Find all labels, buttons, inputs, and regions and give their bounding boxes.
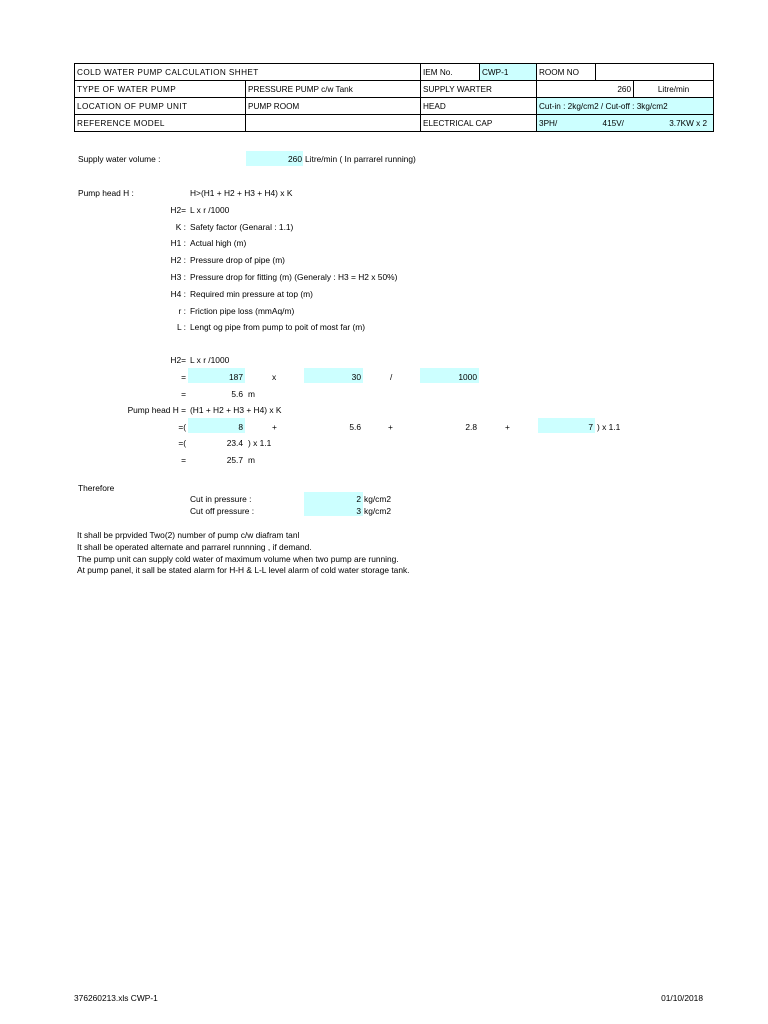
definition-symbol: r :: [178, 306, 186, 316]
header-row-title: [75, 64, 714, 81]
definition-symbol: H1 :: [170, 238, 186, 248]
definition-symbol: H4 :: [170, 289, 186, 299]
definition-text: Pressure drop of pipe (m): [190, 255, 285, 265]
h2-symbol: H2=: [170, 355, 186, 365]
cut-in-label: Cut in pressure :: [190, 494, 252, 504]
electrical-cap-label: ELECTRICAL CAP: [421, 115, 537, 132]
open-paren: =(: [178, 422, 186, 432]
cut-off-label: Cut off pressure :: [190, 506, 255, 516]
item-no-label: IEM No.: [421, 64, 480, 81]
head-value[interactable]: Cut-in : 2kg/cm2 / Cut-off : 3kg/cm2: [537, 98, 714, 115]
h2-result: 5.6: [231, 389, 243, 399]
supply-water-unit: Litre/min: [634, 81, 714, 98]
plus-sign: +: [505, 422, 510, 432]
definition-text: Required min pressure at top (m): [190, 289, 313, 299]
pump-head-result: 25.7: [226, 455, 243, 465]
supply-water-label: SUPPLY WARTER: [421, 81, 537, 98]
definition-text: L x r /1000: [190, 205, 230, 215]
room-no-value[interactable]: [596, 64, 714, 81]
supply-volume-value: 260: [288, 154, 302, 164]
definition-symbol: L :: [176, 322, 186, 332]
supply-volume-unit: Litre/min ( In parrarel running): [305, 154, 416, 164]
pump-head-h-formula: (H1 + H2 + H3 + H4) x K: [190, 405, 282, 415]
equals-sign: =: [181, 372, 186, 382]
h4-value: 7: [588, 422, 593, 432]
cut-in-value: 2: [356, 494, 361, 504]
note-line: It shall be prpvided Two(2) number of pump c/w diafram tanl: [77, 530, 300, 540]
electrical-voltage: 415V/: [602, 118, 624, 128]
open-paren: =(: [178, 438, 186, 448]
divide-sign: /: [390, 372, 393, 382]
reference-model-value[interactable]: [246, 115, 421, 132]
cut-in-unit: kg/cm2: [364, 494, 391, 504]
cut-off-value: 3: [356, 506, 361, 516]
location-value[interactable]: PUMP ROOM: [246, 98, 421, 115]
reference-model-label: REFERENCE MODEL: [75, 115, 246, 132]
head-sum: 23.4: [226, 438, 243, 448]
definition-symbol: H3 :: [170, 272, 186, 282]
h2-formula: L x r /1000: [190, 355, 230, 365]
head-label: HEAD: [421, 98, 537, 115]
room-no-label: ROOM NO: [537, 64, 596, 81]
plus-sign: +: [388, 422, 393, 432]
supply-volume-label: Supply water volume :: [78, 154, 161, 164]
h2-value: 5.6: [349, 422, 361, 432]
electrical-power: 3.7KW x 2: [669, 118, 708, 128]
definition-symbol: H2=: [170, 205, 186, 215]
safety-factor-close: ) x 1.1: [597, 422, 621, 432]
equals-sign: =: [181, 455, 186, 465]
definition-text: Lengt og pipe from pump to poit of most far (m): [190, 322, 366, 332]
item-no-value[interactable]: CWP-1: [480, 64, 537, 81]
cut-off-unit: kg/cm2: [364, 506, 391, 516]
safety-factor-close: ) x 1.1: [248, 438, 272, 448]
h2-unit: m: [248, 389, 255, 399]
h1-value: 8: [238, 422, 243, 432]
footer-filename: 376260213.xls CWP-1: [74, 993, 158, 1003]
definition-symbol: K :: [175, 222, 186, 232]
pump-head-label: Pump head H :: [78, 188, 134, 198]
pump-type-value[interactable]: PRESSURE PUMP c/w Tank: [246, 81, 421, 98]
definition-text: Friction pipe loss (mmAq/m): [190, 306, 295, 316]
header-table: [74, 63, 714, 132]
supply-water-value[interactable]: 260: [537, 81, 634, 98]
divisor-value: 1000: [458, 372, 477, 382]
definition-text: Pressure drop for fitting (m) (Generaly : H3 = H2 x 50%): [190, 272, 398, 282]
header-row-type: [75, 81, 714, 98]
plus-sign: +: [272, 422, 277, 432]
electrical-phase: 3PH/: [539, 118, 558, 128]
pipe-length-value: 187: [229, 372, 243, 382]
multiply-sign: x: [272, 372, 277, 382]
electrical-cap-value[interactable]: [537, 115, 714, 132]
pump-head-h-label: Pump head H =: [127, 405, 186, 415]
pump-type-label: TYPE OF WATER PUMP: [75, 81, 246, 98]
pump-head-unit: m: [248, 455, 255, 465]
header-row-location: [75, 98, 714, 115]
therefore-label: Therefore: [78, 483, 115, 493]
location-label: LOCATION OF PUMP UNIT: [75, 98, 246, 115]
sheet-title: COLD WATER PUMP CALCULATION SHHET: [75, 64, 421, 81]
definition-text: Safety factor (Genaral : 1.1): [190, 222, 294, 232]
header-row-model: [75, 115, 714, 132]
definition-text: Actual high (m): [190, 238, 247, 248]
definition-symbol: H2 :: [170, 255, 186, 265]
equals-sign: =: [181, 389, 186, 399]
footer-date: 01/10/2018: [661, 993, 703, 1003]
note-line: At pump panel, it sall be stated alarm for H-H & L-L level alarm of cold water storage tank.: [77, 565, 410, 575]
pump-head-formula: H>(H1 + H2 + H3 + H4) x K: [190, 188, 293, 198]
friction-loss-value: 30: [351, 372, 361, 382]
note-line: It shall be operated alternate and parrarel runnning , if demand.: [77, 542, 312, 552]
note-line: The pump unit can supply cold water of maximum volume when two pump are running.: [77, 554, 399, 564]
h3-value: 2.8: [465, 422, 477, 432]
